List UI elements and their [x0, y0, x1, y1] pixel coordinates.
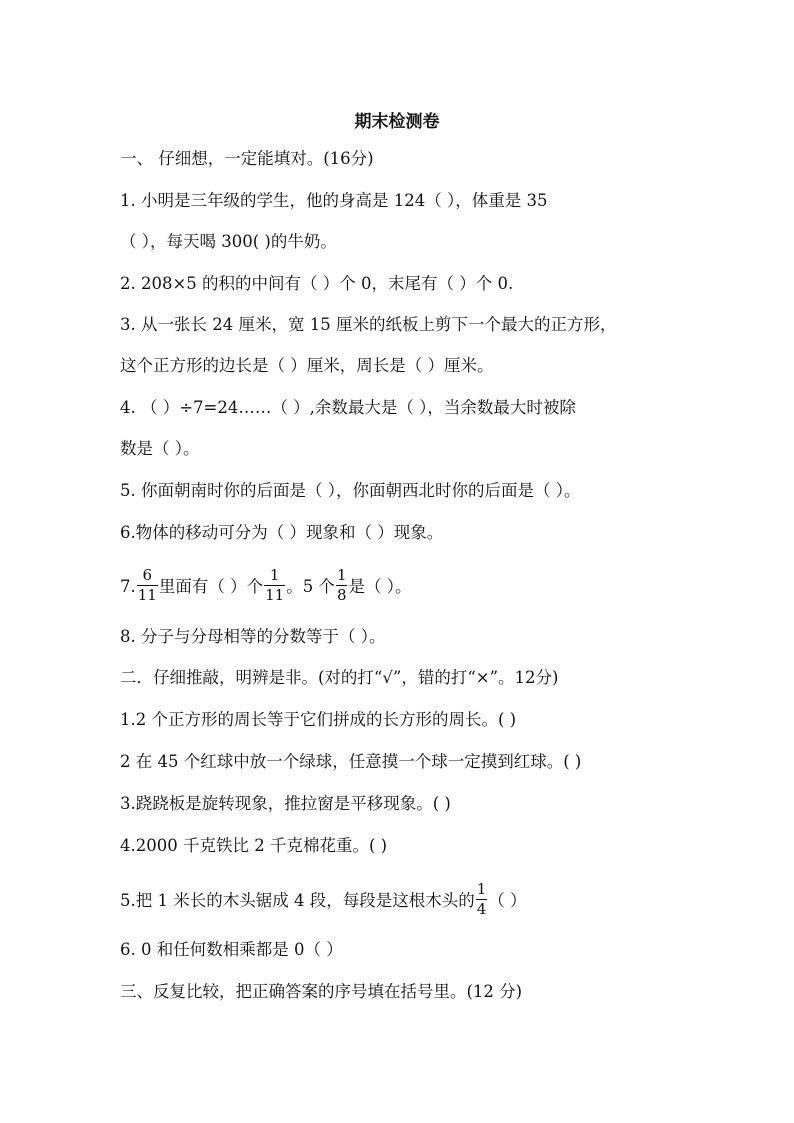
judge-question-2: 2 在 45 个红球中放一个绿球，任意摸一个球一定摸到红球。( )	[120, 752, 582, 771]
question-3-line-1: 3. 从一张长 24 厘米，宽 15 厘米的纸板上剪下一个最大的正方形，	[120, 315, 617, 334]
question-6: 6.物体的移动可分为（ ）现象和（ ）现象。	[120, 523, 444, 542]
fraction-numerator: 1	[264, 568, 285, 586]
question-1-line-2: （ ），每天喝 300( )的牛奶。	[120, 232, 337, 251]
fraction-denominator: 11	[265, 586, 285, 604]
judge-question-5-text: 5.把 1 米长的木头锯成 4 段，每段是这根木头的	[120, 891, 475, 910]
fraction-denominator: 4	[476, 900, 487, 918]
fraction-1-4	[476, 882, 488, 917]
question-8: 8. 分子与分母相等的分数等于（ ）。	[120, 627, 386, 646]
page-title: 期末检测卷	[354, 112, 440, 132]
section2-heading: 二．仔细推敲，明辨是非。(对的打“√”，错的打“×”。12分)	[120, 668, 559, 687]
question-7-text: 。5 个	[286, 577, 335, 596]
section3-heading: 三、反复比较，把正确答案的序号填在括号里。(12 分)	[120, 982, 523, 1001]
question-7-prefix: 7.	[120, 577, 136, 596]
question-3-line-2: 这个正方形的边长是（ ）厘米，周长是（ ）厘米。	[120, 356, 494, 375]
question-7-text: 里面有（ ）个	[158, 577, 264, 596]
question-4-line-2: 数是（ ）。	[120, 439, 200, 458]
fraction-denominator: 8	[336, 586, 347, 604]
question-4-line-1: 4. （ ）÷7=24……（ ）,余数最大是（ ），当余数最大时被除	[120, 398, 576, 417]
judge-question-5-suffix: （ ）	[488, 891, 527, 910]
question-2: 2. 208×5 的积的中间有（ ）个 0，末尾有（ ）个 0.	[120, 274, 514, 293]
fraction-numerator: 1	[476, 880, 487, 898]
question-7	[120, 566, 680, 605]
judge-question-6: 6. 0 和任何数相乘都是 0（ ）	[120, 940, 343, 959]
question-5: 5. 你面朝南时你的后面是（ ），你面朝西北时你的后面是（ ）。	[120, 481, 581, 500]
question-1-line-1: 1. 小明是三年级的学生，他的身高是 124（ ），体重是 35	[120, 191, 548, 210]
judge-question-1: 1.2 个正方形的周长等于它们拼成的长方形的周长。( )	[120, 710, 517, 729]
section1-heading: 一、 仔细想，一定能填对。(16分)	[120, 149, 374, 168]
question-7-suffix: 是（ ）。	[348, 577, 412, 596]
fraction-6-11	[137, 568, 158, 603]
fraction-numerator: 6	[137, 568, 158, 586]
judge-question-5	[120, 880, 680, 919]
judge-question-3: 3.跷跷板是旋转现象，推拉窗是平移现象。( )	[120, 794, 451, 813]
fraction-denominator: 11	[137, 586, 157, 604]
fraction-1-8	[336, 568, 348, 603]
judge-question-4: 4.2000 千克铁比 2 千克棉花重。( )	[120, 836, 388, 855]
fraction-1-11	[264, 568, 285, 603]
fraction-numerator: 1	[336, 566, 347, 584]
